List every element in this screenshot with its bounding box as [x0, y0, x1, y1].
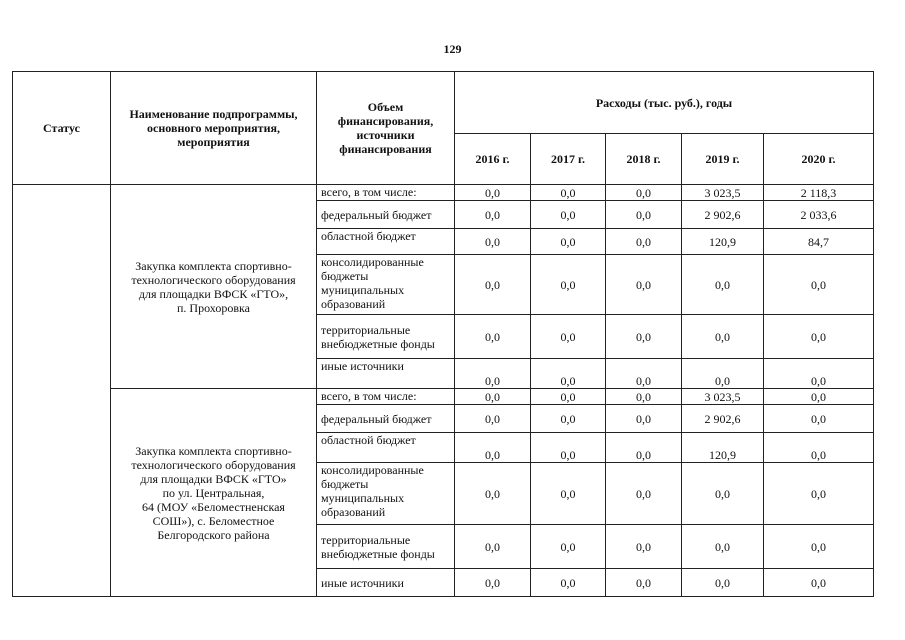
value-2016: 0,0 [455, 389, 531, 405]
header-year-2020: 2020 г. [764, 134, 874, 185]
funding-source: территориальные внебюджетные фонды [317, 315, 455, 359]
value-2019: 3 023,5 [682, 389, 764, 405]
value-2016: 0,0 [455, 569, 531, 597]
value-2017: 0,0 [531, 569, 606, 597]
header-year-2016: 2016 г. [455, 134, 531, 185]
value-2020: 0,0 [764, 389, 874, 405]
value-2020: 0,0 [764, 359, 874, 389]
value-2020: 0,0 [764, 463, 874, 525]
value-2017: 0,0 [531, 389, 606, 405]
value-2020: 0,0 [764, 525, 874, 569]
value-2019: 0,0 [682, 255, 764, 315]
value-2019: 2 902,6 [682, 405, 764, 433]
value-2016: 0,0 [455, 405, 531, 433]
value-2018: 0,0 [606, 389, 682, 405]
header-row-top [13, 72, 874, 134]
value-2016: 0,0 [455, 185, 531, 201]
value-2019: 0,0 [682, 525, 764, 569]
value-2018: 0,0 [606, 315, 682, 359]
value-2017: 0,0 [531, 315, 606, 359]
value-2019: 120,9 [682, 229, 764, 255]
value-2020: 0,0 [764, 405, 874, 433]
value-2018: 0,0 [606, 201, 682, 229]
value-2017: 0,0 [531, 185, 606, 201]
header-name: Наименование подпрограммы, основного мероприятия, мероприятия [111, 72, 317, 185]
funding-source: иные источники [317, 569, 455, 597]
funding-source: областной бюджет [317, 229, 455, 255]
value-2020: 84,7 [764, 229, 874, 255]
value-2017: 0,0 [531, 201, 606, 229]
value-2020: 0,0 [764, 569, 874, 597]
value-2019: 120,9 [682, 433, 764, 463]
value-2020: 2 033,6 [764, 201, 874, 229]
header-year-2019: 2019 г. [682, 134, 764, 185]
funding-source: всего, в том числе: [317, 389, 455, 405]
value-2017: 0,0 [531, 525, 606, 569]
status-cell [13, 185, 111, 597]
value-2018: 0,0 [606, 569, 682, 597]
funding-source: областной бюджет [317, 433, 455, 463]
value-2016: 0,0 [455, 229, 531, 255]
funding-source: территориальные внебюджетные фонды [317, 525, 455, 569]
value-2018: 0,0 [606, 229, 682, 255]
funding-source: федеральный бюджет [317, 201, 455, 229]
value-2016: 0,0 [455, 433, 531, 463]
activity-name: Закупка комплекта спортивно- технологического оборудования для площадки ВФСК «ГТО» по ул. Центральная, 64 (МОУ «Беломестненская СОШ»), с. Беломестное Белгородского района [111, 389, 317, 597]
table-row [13, 185, 874, 201]
value-2016: 0,0 [455, 463, 531, 525]
value-2018: 0,0 [606, 525, 682, 569]
funding-source: иные источники [317, 359, 455, 389]
funding-source: всего, в том числе: [317, 185, 455, 201]
header-expenses: Расходы (тыс. руб.), годы [455, 72, 874, 134]
value-2018: 0,0 [606, 433, 682, 463]
header-status: Статус [13, 72, 111, 185]
budget-table [12, 71, 874, 597]
value-2018: 0,0 [606, 255, 682, 315]
value-2017: 0,0 [531, 463, 606, 525]
value-2020: 0,0 [764, 315, 874, 359]
value-2018: 0,0 [606, 185, 682, 201]
activity-name: Закупка комплекта спортивно- технологического оборудования для площадки ВФСК «ГТО», п. Прохоровка [111, 185, 317, 389]
header-year-2018: 2018 г. [606, 134, 682, 185]
page-number: 129 [443, 42, 462, 56]
value-2016: 0,0 [455, 359, 531, 389]
value-2020: 0,0 [764, 433, 874, 463]
value-2019: 3 023,5 [682, 185, 764, 201]
value-2019: 2 902,6 [682, 201, 764, 229]
value-2017: 0,0 [531, 405, 606, 433]
value-2019: 0,0 [682, 359, 764, 389]
header-year-2017: 2017 г. [531, 134, 606, 185]
header-financing: Объем финансирования, источники финансирования [317, 72, 455, 185]
value-2019: 0,0 [682, 315, 764, 359]
funding-source: консолидированные бюджеты муниципальных образований [317, 463, 455, 525]
funding-source: федеральный бюджет [317, 405, 455, 433]
value-2020: 2 118,3 [764, 185, 874, 201]
value-2016: 0,0 [455, 201, 531, 229]
value-2018: 0,0 [606, 463, 682, 525]
value-2016: 0,0 [455, 525, 531, 569]
value-2017: 0,0 [531, 229, 606, 255]
value-2020: 0,0 [764, 255, 874, 315]
funding-source: консолидированные бюджеты муниципальных образований [317, 255, 455, 315]
value-2016: 0,0 [455, 315, 531, 359]
value-2016: 0,0 [455, 255, 531, 315]
value-2018: 0,0 [606, 359, 682, 389]
value-2017: 0,0 [531, 255, 606, 315]
value-2017: 0,0 [531, 433, 606, 463]
table-row [13, 389, 874, 405]
value-2019: 0,0 [682, 569, 764, 597]
value-2019: 0,0 [682, 463, 764, 525]
value-2018: 0,0 [606, 405, 682, 433]
value-2017: 0,0 [531, 359, 606, 389]
